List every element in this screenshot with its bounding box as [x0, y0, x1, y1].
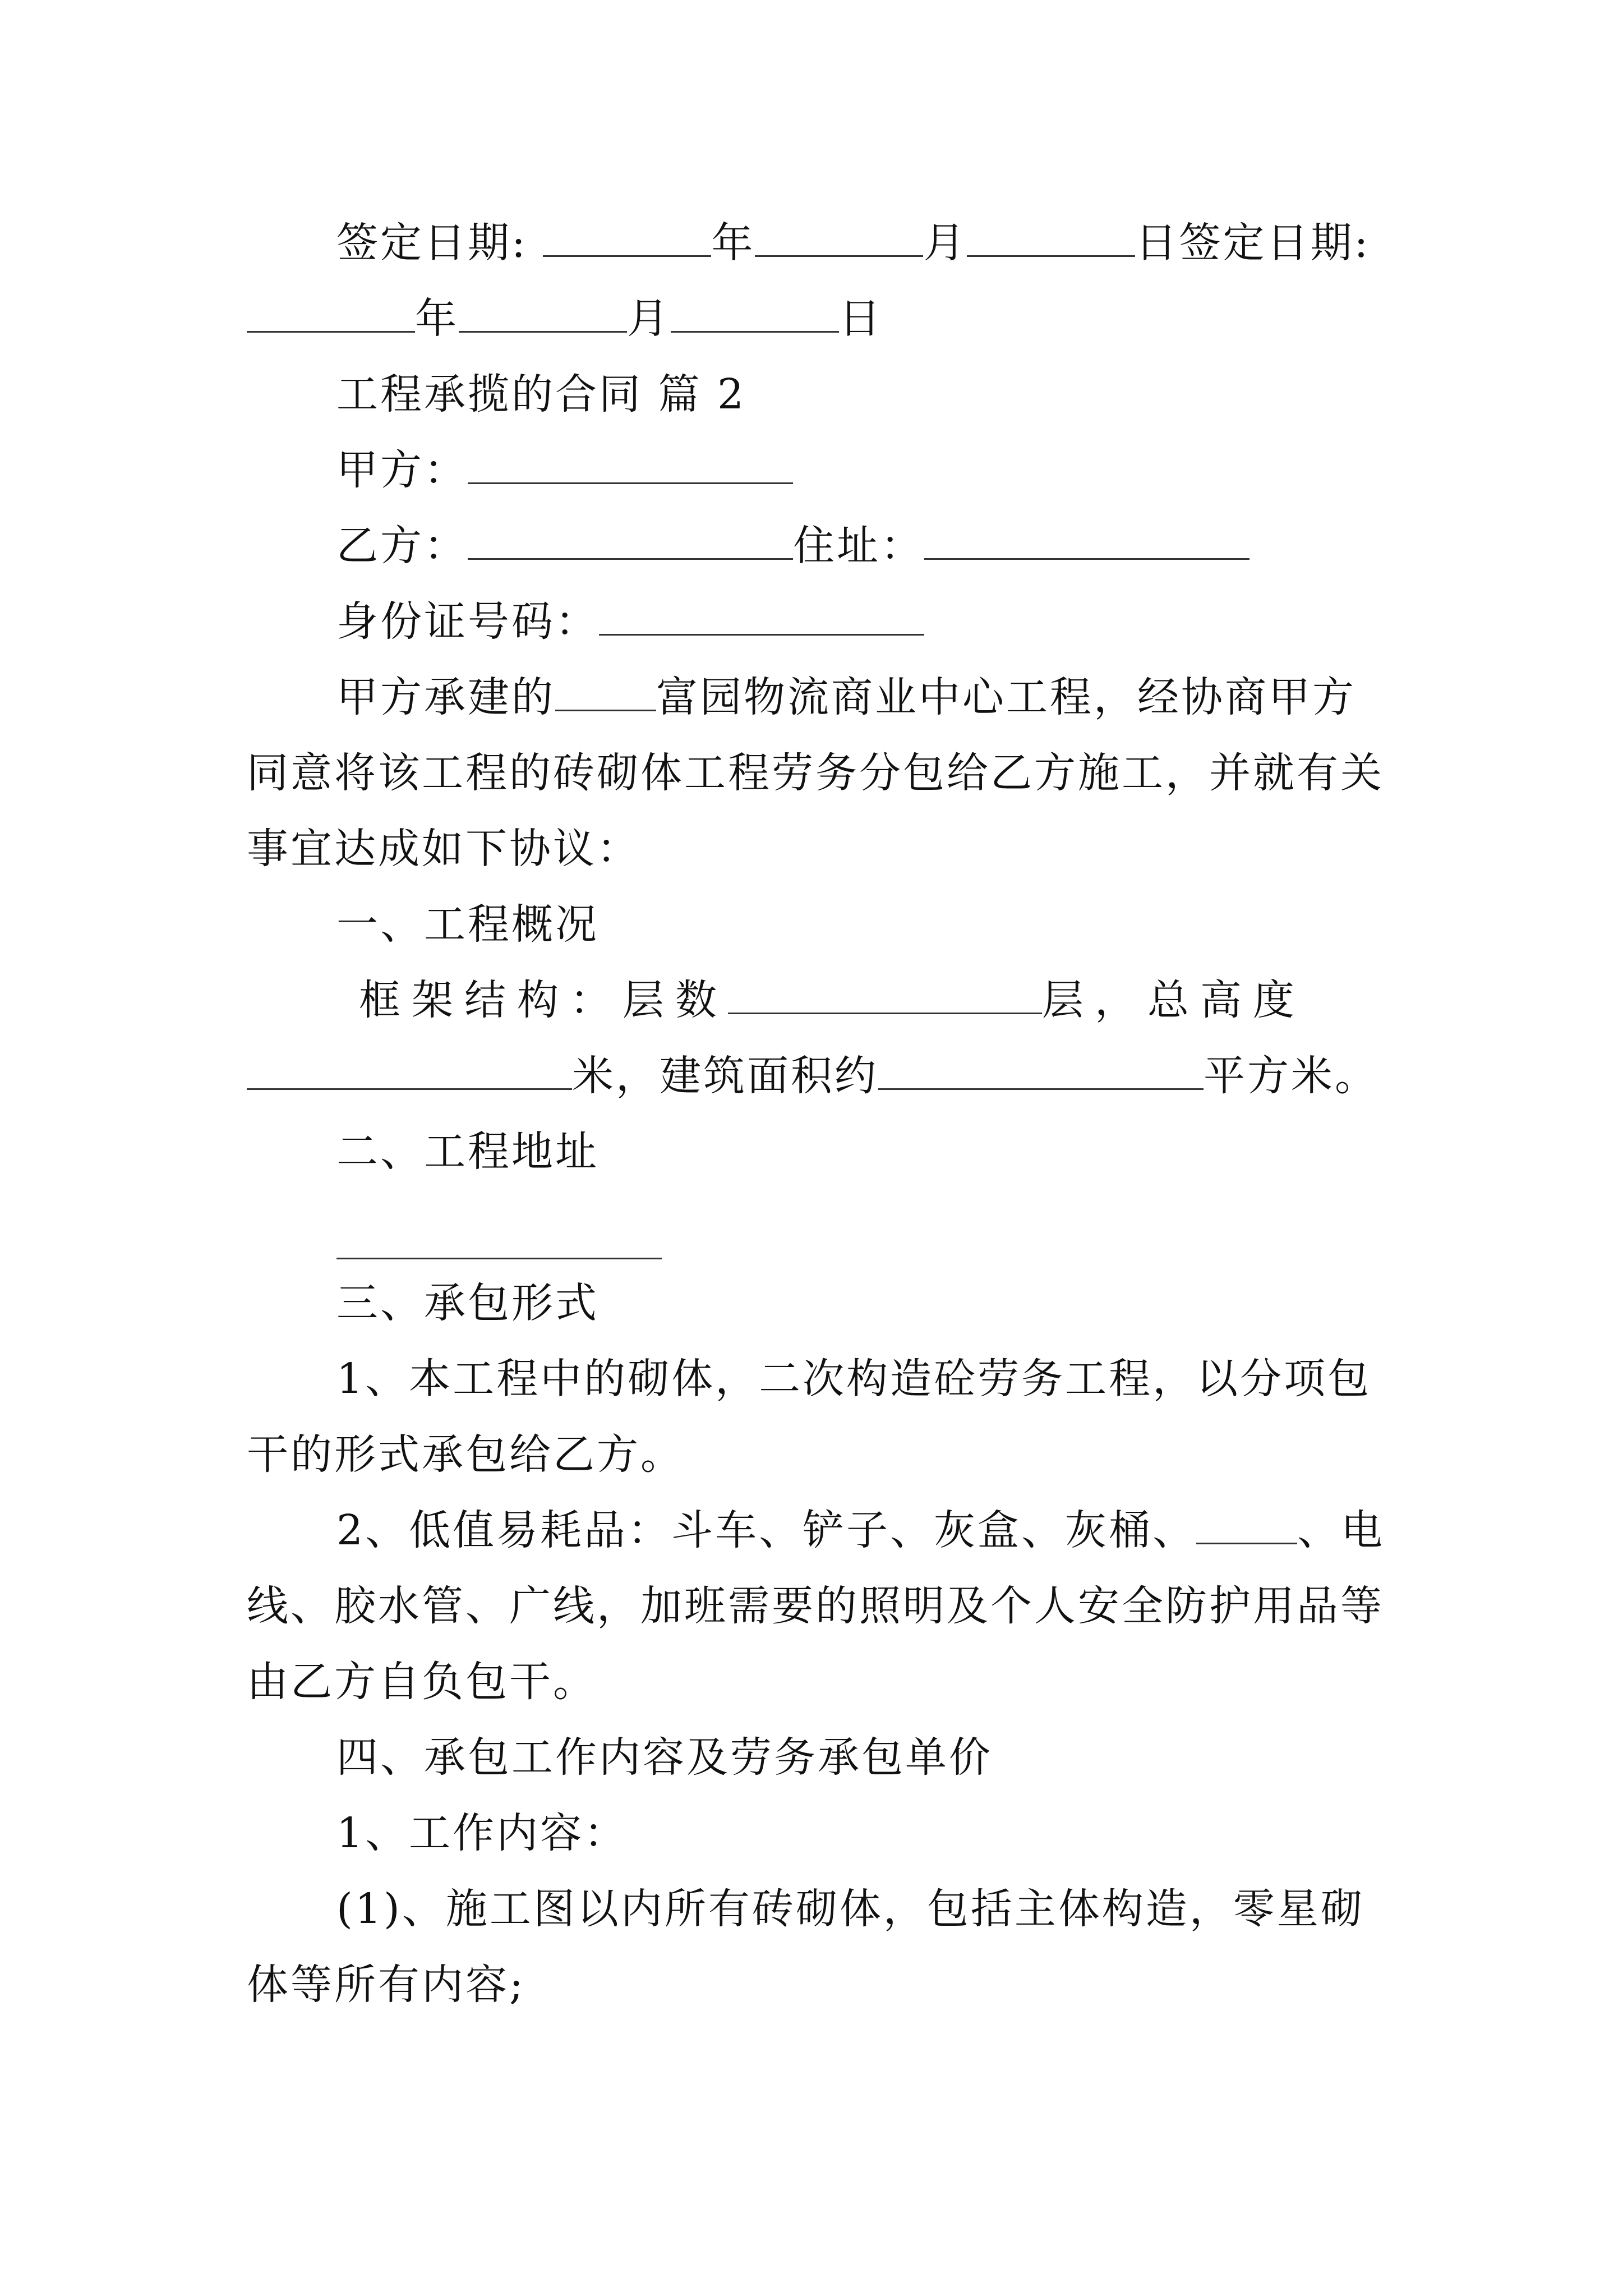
intro-text-b: 富园物流商业中心工程，经协商甲方: [656, 673, 1356, 721]
id-number-label: 身份证号码：: [336, 597, 599, 646]
section-1-heading: 一、工程概况: [336, 900, 599, 949]
intro-blank: [555, 676, 656, 711]
area-unit: 平方米。: [1204, 1052, 1378, 1100]
section-1-line-2: [247, 1049, 1378, 1103]
sign-date-label: 签定日期:: [336, 219, 528, 267]
height-label: 层，总高度: [1042, 976, 1306, 1024]
intro-text-a: 甲方承建的: [336, 673, 555, 721]
address-label: 住址：: [793, 522, 924, 570]
section-4-item-1-line-1: (1)、施工图以内所有砖砌体，包括主体构造，零星砌: [336, 1885, 1364, 1933]
day-blank: [967, 222, 1135, 257]
year2-blank: [247, 297, 415, 333]
sign-date-line-2: [247, 292, 883, 346]
address-line-blank: [336, 1258, 662, 1259]
floors-blank: [728, 979, 1042, 1014]
party-b-label: 乙方：: [336, 522, 468, 570]
month2-blank: [459, 297, 627, 333]
month-label: 月: [923, 219, 967, 267]
party-a-label: 甲方：: [336, 446, 468, 494]
address-blank: [924, 524, 1249, 560]
area-label: 米，建筑面积约: [572, 1052, 878, 1100]
day2-blank: [671, 297, 839, 333]
year2-label: 年: [415, 295, 459, 343]
section-3-p1-line-2: 干的形式承包给乙方。: [247, 1430, 684, 1479]
intro-line-3: 事宜达成如下协议：: [247, 825, 640, 873]
intro-line-1: [336, 670, 1356, 724]
consumables-text-b: 、电: [1297, 1506, 1385, 1554]
party-b-line: [336, 519, 1249, 573]
party-a-blank: [468, 449, 793, 484]
year-label: 年: [711, 219, 755, 267]
section-4-sub-1: 1、工作内容：: [336, 1809, 628, 1857]
day2-label: 日: [839, 295, 883, 343]
height-blank: [247, 1055, 572, 1090]
sign-date-line-1: [336, 216, 1370, 270]
section-3-p1-line-1: 1、本工程中的砌体，二次构造砼劳务工程，以分项包: [336, 1355, 1372, 1403]
section-4-item-1-line-2: 体等所有内容;: [247, 1961, 525, 2009]
id-number-line: [336, 595, 924, 648]
section-2-heading: 二、工程地址: [336, 1128, 599, 1176]
contract-title: 工程承揽的合同 篇 2: [336, 370, 746, 418]
party-b-blank: [468, 524, 793, 560]
month2-label: 月: [627, 295, 671, 343]
intro-line-2: 同意将该工程的砖砌体工程劳务分包给乙方施工，并就有关: [247, 749, 1384, 797]
year-blank: [543, 222, 711, 257]
section-3-p2-line-3: 由乙方自负包干。: [247, 1658, 597, 1706]
day-sign-label: 日签定日期:: [1135, 219, 1371, 267]
floors-label: 框架结构：层数: [359, 976, 728, 1024]
section-3-p2-line-1: [336, 1503, 1385, 1557]
section-3-p2-line-2: 线、胶水管、广线，加班需要的照明及个人安全防护用品等: [247, 1582, 1384, 1630]
consumables-blank: [1196, 1509, 1297, 1544]
section-1-line-1: [359, 973, 1306, 1027]
area-blank: [878, 1055, 1204, 1090]
party-a-line: [336, 443, 793, 497]
section-3-heading: 三、承包形式: [336, 1279, 599, 1327]
id-number-blank: [599, 600, 924, 636]
section-4-heading: 四、承包工作内容及劳务承包单价: [336, 1733, 993, 1782]
month-blank: [755, 222, 923, 257]
consumables-text: 2、低值易耗品：斗车、铲子、灰盒、灰桶、: [336, 1506, 1197, 1554]
